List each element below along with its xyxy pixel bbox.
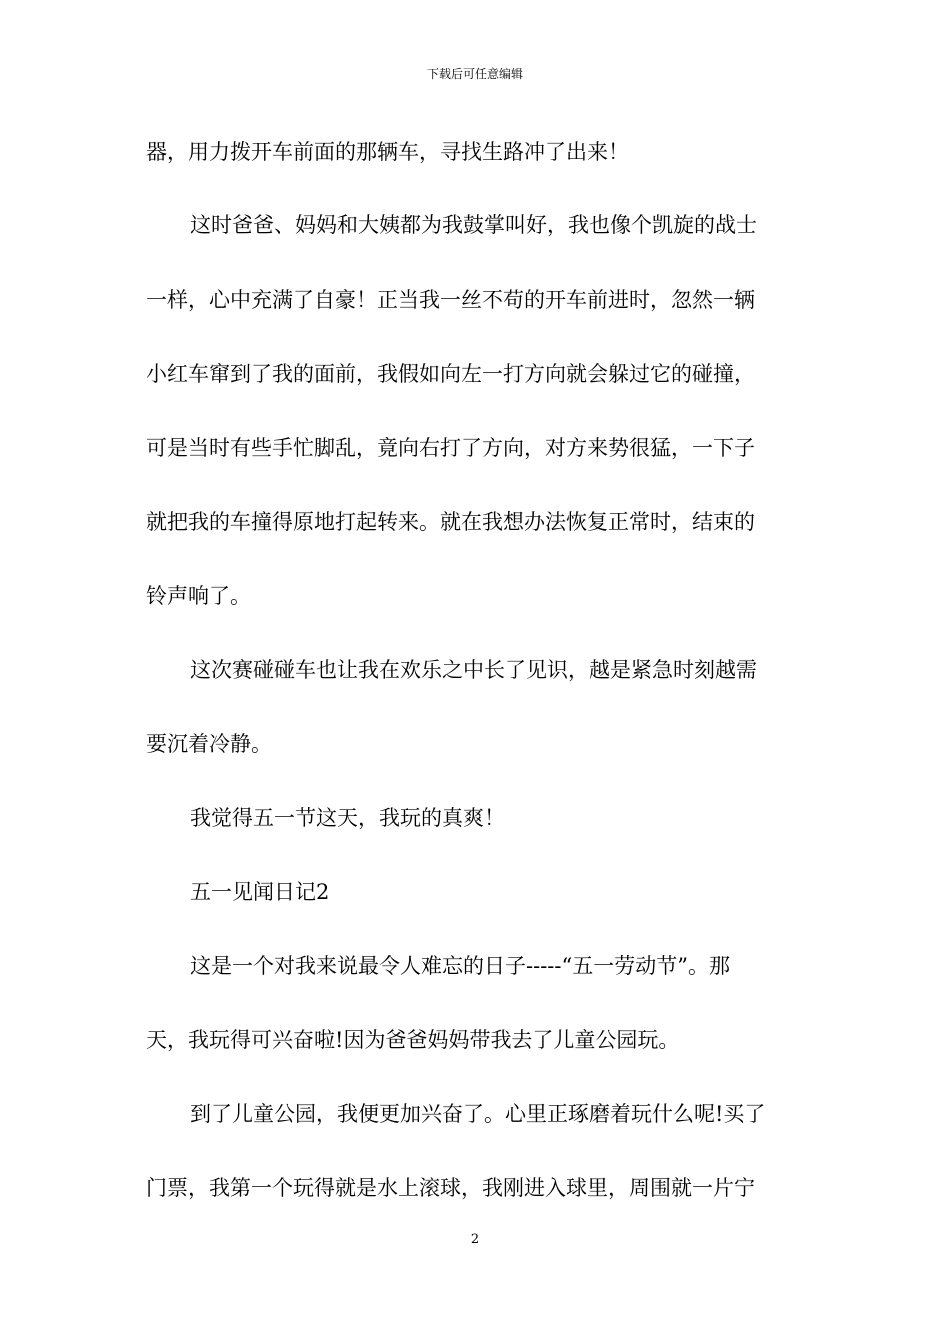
- page-header: 下载后可任意编辑: [426, 67, 523, 81]
- text-line: 这是一个对我来说最令人难忘的日子-----“五一劳动节”。那: [190, 954, 730, 978]
- text-line: 我觉得五一节这天，我玩的真爽！: [190, 806, 505, 830]
- section-heading: 五一见闻日记2: [190, 880, 330, 904]
- text-line: 就把我的车撞得原地打起转来。就在我想办法恢复正常时，结束的: [146, 510, 755, 534]
- text-line: 到了儿童公园，我便更加兴奋了。心里正琢磨着玩什么呢!买了: [190, 1102, 766, 1126]
- text-line: 铃声响了。: [146, 584, 251, 608]
- text-line: 这时爸爸、妈妈和大姨都为我鼓掌叫好，我也像个凯旋的战士: [190, 213, 757, 237]
- text-line: 可是当时有些手忙脚乱，竟向右打了方向，对方来势很猛，一下子: [146, 436, 755, 460]
- text-line: 器，用力拨开车前面的那辆车，寻找生路冲了出来！: [146, 140, 629, 164]
- text-line: 一样，心中充满了自豪！正当我一丝不苟的开车前进时，忽然一辆: [146, 288, 755, 312]
- text-line: 小红车窜到了我的面前，我假如向左一打方向就会躲过它的碰撞，: [146, 362, 755, 386]
- text-line: 这次赛碰碰车也让我在欢乐之中长了见识，越是紧急时刻越需: [190, 658, 757, 682]
- page-number: 2: [470, 1232, 480, 1247]
- text-line: 要沉着冷静。: [146, 732, 272, 756]
- text-line: 天，我玩得可兴奋啦!因为爸爸妈妈带我去了儿童公园玩。: [146, 1028, 680, 1052]
- text-line: 门票，我第一个玩得就是水上滚球，我刚进入球里，周围就一片宁: [146, 1176, 755, 1200]
